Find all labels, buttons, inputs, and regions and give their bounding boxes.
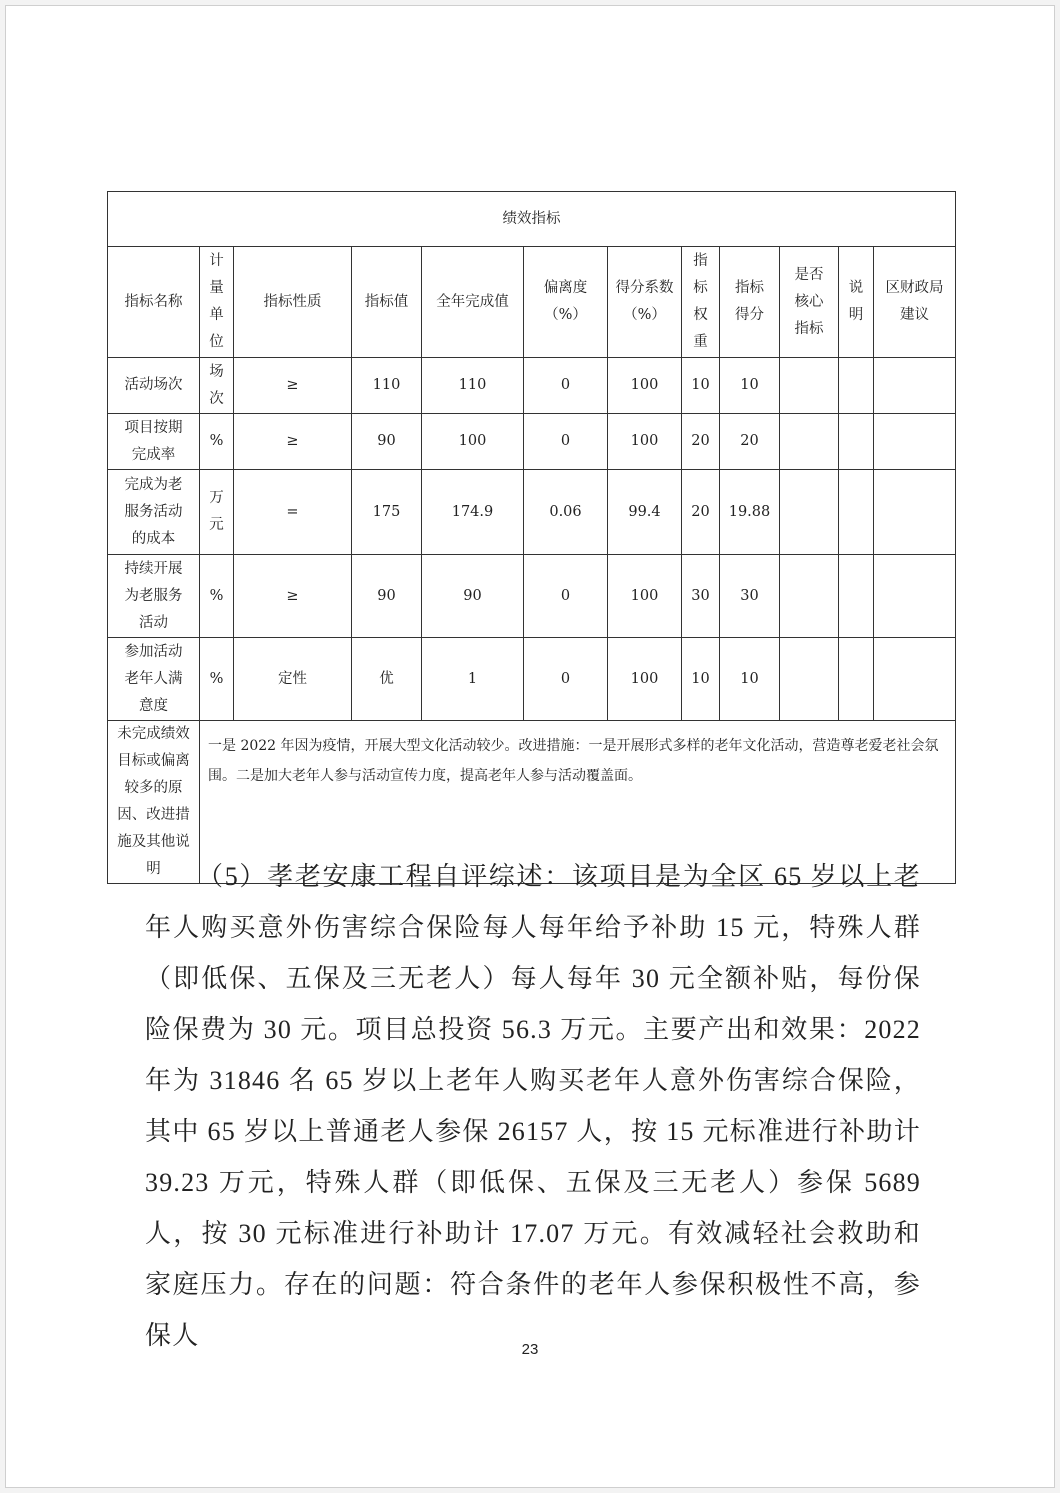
table-cell: 1 <box>422 638 524 721</box>
table-cell <box>874 638 956 721</box>
table-cell <box>839 414 874 470</box>
header-coef: 得分系数（%） <box>608 247 682 358</box>
header-core: 是否核心指标 <box>780 247 839 358</box>
table-cell: 110 <box>422 358 524 414</box>
table-cell <box>839 638 874 721</box>
table-cell: 万元 <box>200 470 234 555</box>
table-cell <box>839 358 874 414</box>
table-row <box>108 414 956 470</box>
table-cell: 100 <box>422 414 524 470</box>
table-cell: 100 <box>608 358 682 414</box>
table-cell: 100 <box>608 555 682 638</box>
table-cell: 20 <box>682 414 720 470</box>
table-cell <box>780 414 839 470</box>
table-cell: 10 <box>720 638 780 721</box>
table-cell: % <box>200 638 234 721</box>
table-cell: 活动场次 <box>108 358 200 414</box>
document-page <box>5 5 1055 1488</box>
table-cell: 90 <box>352 414 422 470</box>
table-cell: 0 <box>524 555 608 638</box>
table-row <box>108 358 956 414</box>
table-cell: 优 <box>352 638 422 721</box>
table-cell: 项目按期完成率 <box>108 414 200 470</box>
table-cell: ≥ <box>234 414 352 470</box>
table-cell: 0 <box>524 358 608 414</box>
table-cell <box>874 470 956 555</box>
note-text: 一是 2022 年因为疫情，开展大型文化活动较少。改进措施：一是开展形式多样的老年文化活动，营造尊老爱老社会氛围。二是加大老年人参与活动宣传力度，提高老年人参与活动覆盖面。 <box>200 721 956 884</box>
table-cell: 174.9 <box>422 470 524 555</box>
table-title: 绩效指标 <box>108 192 956 247</box>
header-nature: 指标性质 <box>234 247 352 358</box>
table-cell: 完成为老服务活动的成本 <box>108 470 200 555</box>
table-cell: 持续开展为老服务活动 <box>108 555 200 638</box>
table-cell: 0 <box>524 638 608 721</box>
table-cell <box>780 470 839 555</box>
table-cell: 场次 <box>200 358 234 414</box>
table-cell: ≥ <box>234 358 352 414</box>
table-cell: 0 <box>524 414 608 470</box>
table-row <box>108 638 956 721</box>
header-remark: 说明 <box>839 247 874 358</box>
table-cell: 10 <box>682 358 720 414</box>
performance-indicator-table <box>107 191 956 884</box>
header-value: 指标值 <box>352 247 422 358</box>
table-cell: 100 <box>608 638 682 721</box>
table-cell: 99.4 <box>608 470 682 555</box>
note-label: 未完成绩效目标或偏离较多的原因、改进措施及其他说明 <box>108 721 200 884</box>
header-advice: 区财政局建议 <box>874 247 956 358</box>
table-header-row <box>108 247 956 358</box>
table-cell <box>874 555 956 638</box>
table-cell: ≥ <box>234 555 352 638</box>
table-cell: = <box>234 470 352 555</box>
table-cell <box>780 555 839 638</box>
table-cell: 175 <box>352 470 422 555</box>
table-cell <box>780 358 839 414</box>
table-cell: % <box>200 414 234 470</box>
table-cell: 定性 <box>234 638 352 721</box>
table-cell <box>874 414 956 470</box>
table-cell: 90 <box>422 555 524 638</box>
header-actual: 全年完成值 <box>422 247 524 358</box>
table-cell: 20 <box>682 470 720 555</box>
header-name: 指标名称 <box>108 247 200 358</box>
table-cell: 10 <box>682 638 720 721</box>
header-score: 指标得分 <box>720 247 780 358</box>
table-cell <box>839 555 874 638</box>
header-unit: 计量单位 <box>200 247 234 358</box>
table-cell: 100 <box>608 414 682 470</box>
table-cell: 参加活动老年人满意度 <box>108 638 200 721</box>
table-cell: 10 <box>720 358 780 414</box>
table-cell <box>839 470 874 555</box>
table-cell: 30 <box>682 555 720 638</box>
page-number: 23 <box>521 1341 539 1358</box>
table-row <box>108 470 956 555</box>
table-cell: % <box>200 555 234 638</box>
table-cell: 19.88 <box>720 470 780 555</box>
table-cell: 90 <box>352 555 422 638</box>
body-paragraph: （5）孝老安康工程自评综述：该项目是为全区 65 岁以上老年人购买意外伤害综合保险每人每年给予补助 15 元，特殊人群（即低保、五保及三无老人）每人每年 30 元全额补贴，每份保险保费为 30 元。项目总投资 56.3 万元。主要产出和效果：2022 年为 31846 名 65 岁以上老年人购买老年人意外伤害综合保险，其中 65 岁以上普通老人参保 26157 人，按 15 元标准进行补助计 39.23 万元，特殊人群（即低保、五保及三无老人）参保 5689 人，按 30 元标准进行补助计 17.07 万元。有效减轻社会救助和家庭压力。存在的问题：符合条件的老年人参保积极性不高，参保人 <box>145 862 921 1350</box>
header-weight: 指标权重 <box>682 247 720 358</box>
table-cell: 20 <box>720 414 780 470</box>
table-cell: 30 <box>720 555 780 638</box>
table-cell <box>874 358 956 414</box>
table-cell: 110 <box>352 358 422 414</box>
table-row <box>108 555 956 638</box>
table-cell: 0.06 <box>524 470 608 555</box>
header-deviation: 偏离度（%） <box>524 247 608 358</box>
table-cell <box>780 638 839 721</box>
